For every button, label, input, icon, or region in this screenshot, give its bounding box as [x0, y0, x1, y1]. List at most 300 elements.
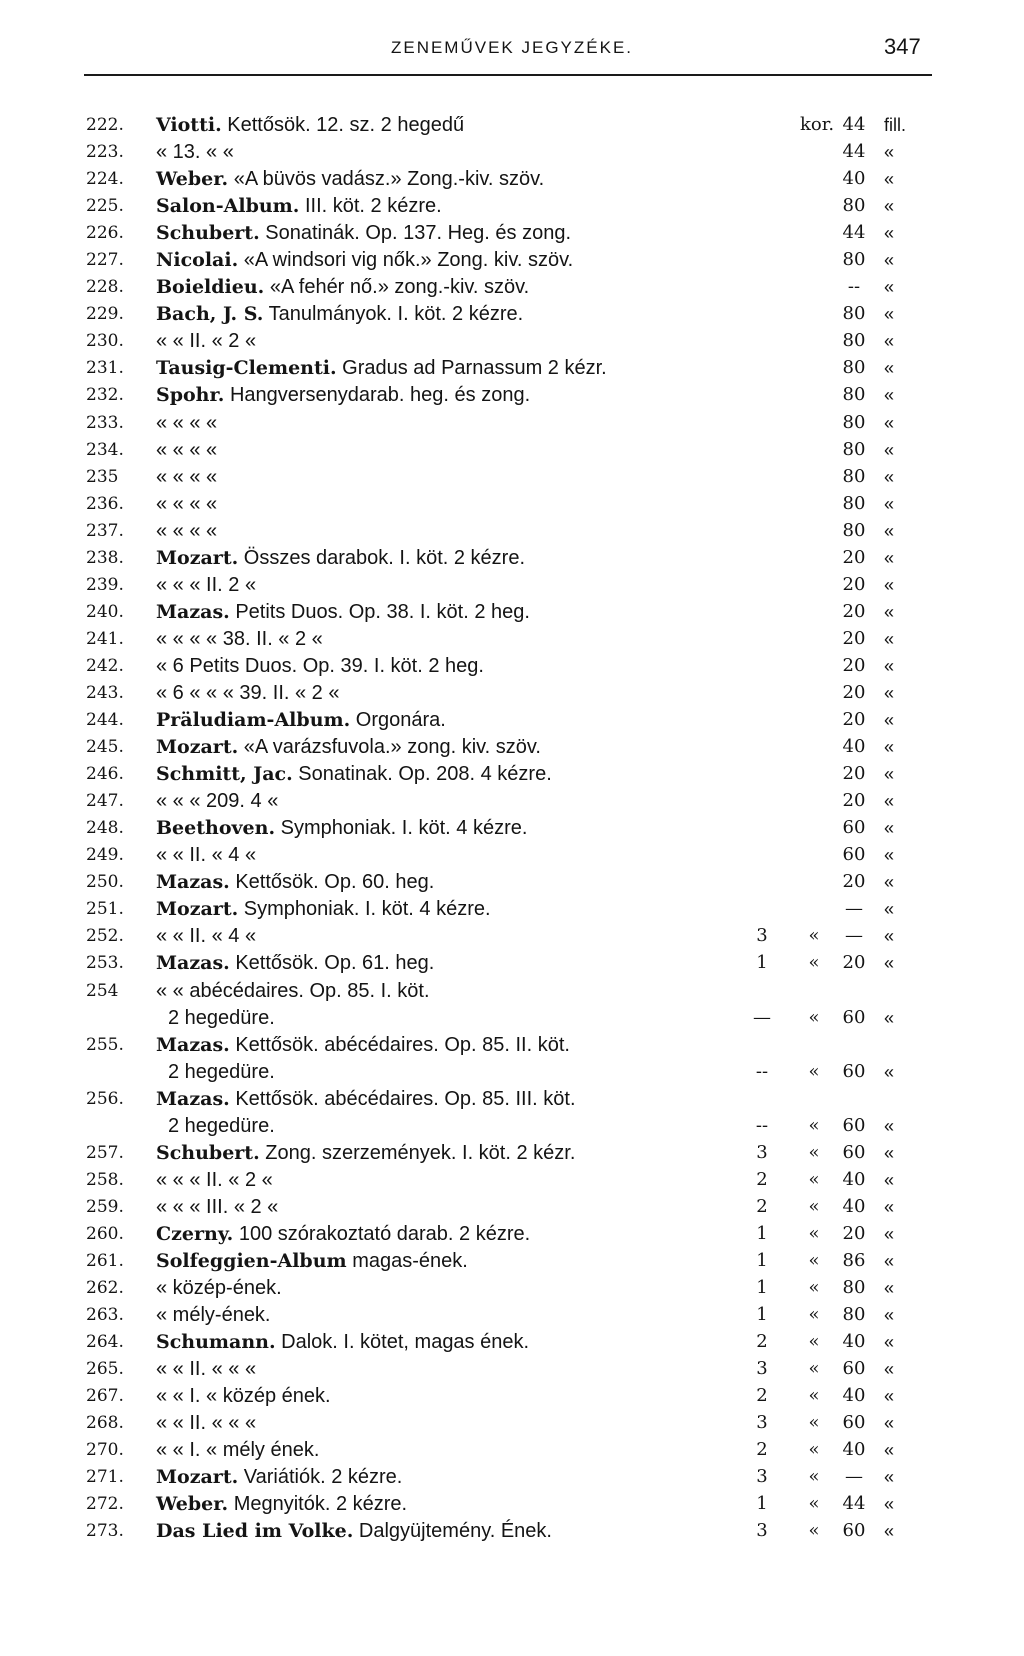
item-number: 258. [86, 1169, 124, 1190]
item-description: « « « « [156, 492, 218, 515]
item-description: « « II. « « « [156, 1358, 257, 1381]
item-number: 227. [86, 250, 124, 271]
list-item [0, 1006, 1024, 1033]
price-unit: « [884, 1521, 895, 1542]
price-ditto: « [808, 1520, 820, 1542]
item-description: « mély-ének. [156, 1304, 271, 1327]
list-item [0, 221, 1024, 248]
list-item [0, 870, 1024, 897]
price-value: 20 [842, 952, 866, 974]
price-value: 20 [842, 1222, 866, 1244]
composer-name: Mazas. [156, 1087, 230, 1110]
item-number: 233. [86, 412, 124, 433]
list-item [0, 843, 1024, 870]
item-title [156, 1087, 576, 1111]
item-description: magas-ének. [352, 1249, 468, 1272]
item-title [156, 383, 530, 407]
price-prefix: 2 [756, 1168, 768, 1190]
price-value: 20 [842, 600, 866, 622]
price-unit: « [884, 926, 895, 947]
price-unit: fill. [884, 115, 906, 135]
composer-name: Schumann. [156, 1331, 276, 1354]
item-title [156, 167, 544, 191]
item-number: 237. [86, 520, 124, 541]
item-description: «A windsori vig nők.» Zong. kiv. szöv. [243, 249, 574, 272]
price-value: — [845, 1466, 863, 1488]
composer-name: Mazas. [156, 600, 230, 623]
price-prefix: 2 [756, 1331, 768, 1353]
price-unit: « [884, 1413, 895, 1434]
price-value: 80 [842, 492, 866, 514]
item-title [156, 654, 484, 678]
price-prefix: 1 [756, 1249, 768, 1271]
item-description: « « « II. 2 « [156, 573, 257, 596]
item-title [156, 519, 217, 543]
price-value: 40 [842, 1195, 866, 1217]
price-value: 20 [842, 709, 866, 731]
price-prefix: 2 [756, 1195, 768, 1217]
price-unit: « [884, 1278, 895, 1299]
price-value: 44 [842, 222, 866, 244]
price-unit: « [884, 1467, 895, 1488]
price-unit: « [884, 953, 895, 974]
composer-name: Mazas. [156, 952, 230, 975]
list-item [0, 708, 1024, 735]
composer-name: Schmitt, Jac. [156, 763, 293, 786]
list-item [0, 1141, 1024, 1168]
price-unit: « [884, 331, 895, 352]
item-title [156, 465, 217, 489]
price-value: 44 [842, 114, 866, 135]
item-title [156, 1357, 256, 1381]
price-unit: « [884, 277, 895, 298]
item-description: Variátiók. 2 kézre. [243, 1466, 403, 1489]
list-item [0, 924, 1024, 951]
item-description: « « I. « közép ének. [156, 1385, 331, 1408]
list-item [0, 1276, 1024, 1303]
list-item [0, 1384, 1024, 1411]
price-unit: « [884, 169, 895, 190]
price-value: 20 [842, 790, 866, 812]
composer-name: Weber. [156, 168, 229, 191]
price-prefix: — [753, 1006, 771, 1028]
item-title [156, 979, 430, 1003]
item-number: 253. [86, 953, 124, 974]
item-number: 273. [86, 1521, 124, 1542]
composer-name: Mozart. [156, 1466, 239, 1489]
composer-name: Czerny. [156, 1222, 234, 1245]
price-value: -- [847, 276, 861, 298]
item-title [156, 1384, 331, 1408]
list-item [0, 438, 1024, 465]
price-ditto: « [808, 1466, 820, 1488]
list-item [0, 627, 1024, 654]
list-item [0, 275, 1024, 302]
item-title [156, 356, 607, 380]
price-value: 40 [842, 1439, 866, 1461]
item-title [156, 735, 541, 759]
item-number: 251. [86, 899, 124, 920]
item-title [156, 194, 442, 218]
item-description: « « « « [156, 465, 218, 488]
item-title [156, 1141, 575, 1165]
price-value: 80 [842, 519, 866, 541]
item-description: « « « 209. 4 « [156, 790, 279, 813]
list-item [0, 951, 1024, 978]
list-item [0, 789, 1024, 816]
catalogue-list [0, 113, 1024, 1546]
list-item [0, 248, 1024, 275]
item-number: 250. [86, 872, 124, 893]
price-ditto: « [808, 1141, 820, 1163]
price-value: 80 [842, 303, 866, 325]
item-number: 272. [86, 1494, 124, 1515]
price-prefix: 1 [756, 1277, 768, 1299]
item-description: Symphoniak. I. köt. 4 kézre. [243, 898, 491, 921]
price-prefix: 1 [756, 952, 768, 974]
item-number: 260. [86, 1223, 124, 1244]
list-item [0, 1438, 1024, 1465]
price-value: 80 [842, 1277, 866, 1299]
composer-name: Schubert. [156, 222, 260, 245]
item-title [156, 843, 256, 867]
item-number: 229. [86, 304, 124, 325]
item-description: Gradus ad Parnassum 2 kézr. [342, 357, 607, 380]
item-title [156, 1276, 282, 1300]
list-item [0, 573, 1024, 600]
page-header-title: ZENEMŰVEK JEGYZÉKE. [390, 38, 634, 57]
composer-name: Solfeggien-Album [156, 1249, 347, 1272]
item-number: 264. [86, 1332, 124, 1353]
item-description: « 6 « « « 39. II. « 2 « [156, 681, 340, 704]
item-number: 248. [86, 818, 124, 839]
item-number: 235 [86, 466, 119, 487]
item-number: 246. [86, 764, 124, 785]
price-ditto: « [808, 1222, 820, 1244]
list-item [0, 654, 1024, 681]
composer-name: Mozart. [156, 898, 239, 921]
price-value: 40 [842, 736, 866, 758]
item-description: Kettősök. abécédaires. Op. 85. II. köt. [235, 1033, 570, 1056]
price-unit: « [884, 1305, 895, 1326]
composer-name: Bach, J. S. [156, 303, 264, 326]
item-title [156, 302, 523, 326]
price-value: 20 [842, 871, 866, 893]
item-description: « « abécédaires. Op. 85. I. köt. [156, 979, 430, 1002]
price-unit: « [884, 655, 895, 676]
price-unit: « [884, 628, 895, 649]
price-prefix: 3 [756, 925, 768, 947]
price-value: 20 [842, 627, 866, 649]
price-unit: « [884, 710, 895, 731]
item-title [156, 951, 434, 975]
price-value: 80 [842, 357, 866, 379]
price-value: 44 [842, 1493, 866, 1515]
item-title [156, 1303, 271, 1327]
list-item [0, 1195, 1024, 1222]
price-value: 40 [842, 1331, 866, 1353]
item-description: Symphoniak. I. köt. 4 kézre. [280, 817, 528, 840]
item-number: 255. [86, 1034, 124, 1055]
composer-name: Boieldieu. [156, 276, 265, 299]
item-number: 225. [86, 196, 124, 217]
item-title [156, 708, 446, 732]
item-number: 268. [86, 1413, 124, 1434]
composer-name: Viotti. [156, 114, 222, 136]
item-number: 238. [86, 547, 124, 568]
item-number: 241. [86, 628, 124, 649]
list-item [0, 1168, 1024, 1195]
list-item [0, 329, 1024, 356]
price-value: 60 [842, 844, 866, 866]
price-value: 60 [842, 1141, 866, 1163]
price-unit: « [884, 547, 895, 568]
list-item [0, 194, 1024, 221]
item-description: Kettősök. 12. sz. 2 hegedű [227, 114, 465, 136]
price-ditto: « [808, 1412, 820, 1434]
price-prefix: 2 [756, 1385, 768, 1407]
item-title [156, 600, 530, 624]
price-ditto: « [808, 1249, 820, 1271]
price-ditto: « [808, 1493, 820, 1515]
item-number: 232. [86, 385, 124, 406]
item-description: Zong. szerzemények. I. köt. 2 kézr. [265, 1141, 576, 1164]
price-value: 60 [842, 1520, 866, 1542]
item-title [156, 870, 434, 894]
item-description: 2 hegedüre. [168, 1060, 275, 1083]
item-title [168, 1006, 275, 1030]
item-title [156, 1519, 552, 1543]
price-unit: « [884, 1250, 895, 1271]
price-prefix: 1 [756, 1493, 768, 1515]
price-ditto: « [808, 1277, 820, 1299]
item-number: 224. [86, 169, 124, 190]
item-description: «A fehér nő.» zong.-kiv. szöv. [269, 276, 530, 299]
item-title [156, 248, 573, 272]
item-title [156, 627, 323, 651]
price-prefix: 3 [756, 1466, 768, 1488]
item-title [156, 681, 339, 705]
item-description: « « « « 38. II. « 2 « [156, 627, 323, 650]
item-number: 222. [86, 115, 124, 135]
item-description: « « « II. « 2 « [156, 1168, 273, 1191]
item-title [156, 438, 217, 462]
item-description: « « « « [156, 519, 218, 542]
price-unit: « [884, 250, 895, 271]
price-prefix: 3 [756, 1358, 768, 1380]
price-unit: « [884, 1359, 895, 1380]
item-description: « « I. « mély ének. [156, 1439, 320, 1462]
list-item [0, 681, 1024, 708]
price-value: 80 [842, 330, 866, 352]
list-item [0, 519, 1024, 546]
price-value: 44 [842, 141, 866, 163]
price-unit: « [884, 439, 895, 460]
price-value: 80 [842, 384, 866, 406]
item-title [156, 897, 491, 921]
list-item [0, 1033, 1024, 1060]
item-number: 226. [86, 223, 124, 244]
item-title [156, 789, 278, 813]
item-description: « 6 Petits Duos. Op. 39. I. köt. 2 heg. [156, 654, 484, 677]
list-item [0, 356, 1024, 383]
item-number: 231. [86, 358, 124, 379]
price-unit: « [884, 493, 895, 514]
price-prefix: 3 [756, 1412, 768, 1434]
list-item [0, 302, 1024, 329]
price-ditto: « [808, 1358, 820, 1380]
price-ditto: kor. [800, 114, 835, 135]
price-prefix: 1 [756, 1222, 768, 1244]
item-title [156, 492, 217, 516]
list-item [0, 1411, 1024, 1438]
item-number: 267. [86, 1386, 124, 1407]
list-item [0, 1330, 1024, 1357]
item-description: « közép-ének. [156, 1277, 282, 1300]
price-unit: « [884, 142, 895, 163]
list-item [0, 979, 1024, 1006]
item-number: 265. [86, 1359, 124, 1380]
item-description: Petits Duos. Op. 38. I. köt. 2 heg. [235, 600, 530, 623]
price-unit: « [884, 1061, 895, 1082]
price-unit: « [884, 358, 895, 379]
composer-name: Weber. [156, 1493, 229, 1516]
price-ditto: « [808, 1060, 820, 1082]
item-description: Összes darabok. I. köt. 2 kézre. [243, 546, 526, 569]
item-description: Orgonára. [355, 709, 446, 732]
item-number: 223. [86, 142, 124, 163]
list-item [0, 1249, 1024, 1276]
price-prefix: 3 [756, 1141, 768, 1163]
price-unit: « [884, 1142, 895, 1163]
price-unit: « [884, 682, 895, 703]
header-rule [84, 74, 932, 76]
price-value: 60 [842, 1358, 866, 1380]
list-item [0, 1465, 1024, 1492]
composer-name: Schubert. [156, 1141, 260, 1164]
price-unit: « [884, 1440, 895, 1461]
price-unit: « [884, 791, 895, 812]
item-description: « « « « [156, 411, 218, 434]
price-unit: « [884, 196, 895, 217]
item-description: Hangversenydarab. heg. és zong. [229, 384, 531, 407]
price-unit: « [884, 1115, 895, 1136]
price-unit: « [884, 1196, 895, 1217]
item-description: «A varázsfuvola.» zong. kiv. szöv. [243, 736, 541, 759]
list-item [0, 1222, 1024, 1249]
price-unit: « [884, 601, 895, 622]
item-description: Tanulmányok. I. köt. 2 kézre. [268, 303, 524, 326]
price-ditto: « [808, 1006, 820, 1028]
price-prefix: -- [755, 1060, 769, 1082]
item-title [156, 1465, 402, 1489]
item-description: Kettősök. Op. 61. heg. [235, 952, 435, 975]
price-unit: « [884, 1494, 895, 1515]
item-number: 245. [86, 737, 124, 758]
item-description: « « II. « 4 « [156, 925, 257, 948]
price-value: 40 [842, 168, 866, 190]
item-title [156, 816, 527, 840]
item-title [156, 1330, 529, 1354]
price-value: 80 [842, 195, 866, 217]
item-description: 2 hegedüre. [168, 1006, 275, 1029]
list-item [0, 1060, 1024, 1087]
price-unit: « [884, 1223, 895, 1244]
price-value: 60 [842, 1412, 866, 1434]
price-unit: « [884, 1007, 895, 1028]
item-title [156, 113, 464, 137]
price-value: 80 [842, 438, 866, 460]
item-number: 234. [86, 439, 124, 460]
item-description: « « II. « 4 « [156, 844, 257, 867]
item-number: 259. [86, 1196, 124, 1217]
item-number: 240. [86, 601, 124, 622]
price-value: 60 [842, 1006, 866, 1028]
item-number: 230. [86, 331, 124, 352]
price-prefix: 1 [756, 1304, 768, 1326]
composer-name: Mazas. [156, 1033, 230, 1056]
item-number: 244. [86, 710, 124, 731]
price-unit: « [884, 899, 895, 920]
price-ditto: « [808, 1195, 820, 1217]
item-title [156, 275, 529, 299]
item-description: « « II. « 2 « [156, 330, 257, 353]
price-value: 60 [842, 817, 866, 839]
price-prefix: 3 [756, 1520, 768, 1542]
item-title [156, 573, 256, 597]
item-description: Dalok. I. kötet, magas ének. [281, 1331, 530, 1354]
price-value: 86 [842, 1249, 866, 1271]
price-value: 20 [842, 546, 866, 568]
price-value: 40 [842, 1168, 866, 1190]
price-prefix: 2 [756, 1439, 768, 1461]
item-description: «A büvös vadász.» Zong.-kiv. szöv. [233, 168, 545, 191]
item-description: Sonatinak. Op. 208. 4 kézre. [298, 763, 552, 786]
price-ditto: « [808, 952, 820, 974]
item-number: 236. [86, 493, 124, 514]
list-item [0, 1357, 1024, 1384]
item-description: « « « « [156, 438, 218, 461]
item-description: 2 hegedüre. [168, 1114, 275, 1137]
list-item [0, 383, 1024, 410]
price-unit: « [884, 818, 895, 839]
item-number: 262. [86, 1278, 124, 1299]
list-item [0, 411, 1024, 438]
price-ditto: « [808, 1168, 820, 1190]
price-value: 20 [842, 573, 866, 595]
price-unit: « [884, 304, 895, 325]
item-title [156, 1492, 407, 1516]
composer-name: Tausig-Clementi. [156, 357, 337, 380]
item-title [168, 1114, 275, 1138]
item-number: 256. [86, 1088, 124, 1109]
list-item [0, 1519, 1024, 1546]
item-title [156, 140, 234, 164]
price-value: 80 [842, 465, 866, 487]
price-value: 40 [842, 1385, 866, 1407]
item-number: 252. [86, 926, 124, 947]
item-title [156, 1168, 273, 1192]
item-title [156, 1249, 468, 1273]
item-description: « « II. « « « [156, 1412, 257, 1435]
price-unit: « [884, 1386, 895, 1407]
page-number: 347 [884, 34, 921, 59]
item-title [156, 1222, 530, 1246]
item-description: « 13. « « [156, 141, 234, 164]
price-value: 80 [842, 249, 866, 271]
composer-name: Spohr. [156, 384, 225, 407]
list-item [0, 762, 1024, 789]
